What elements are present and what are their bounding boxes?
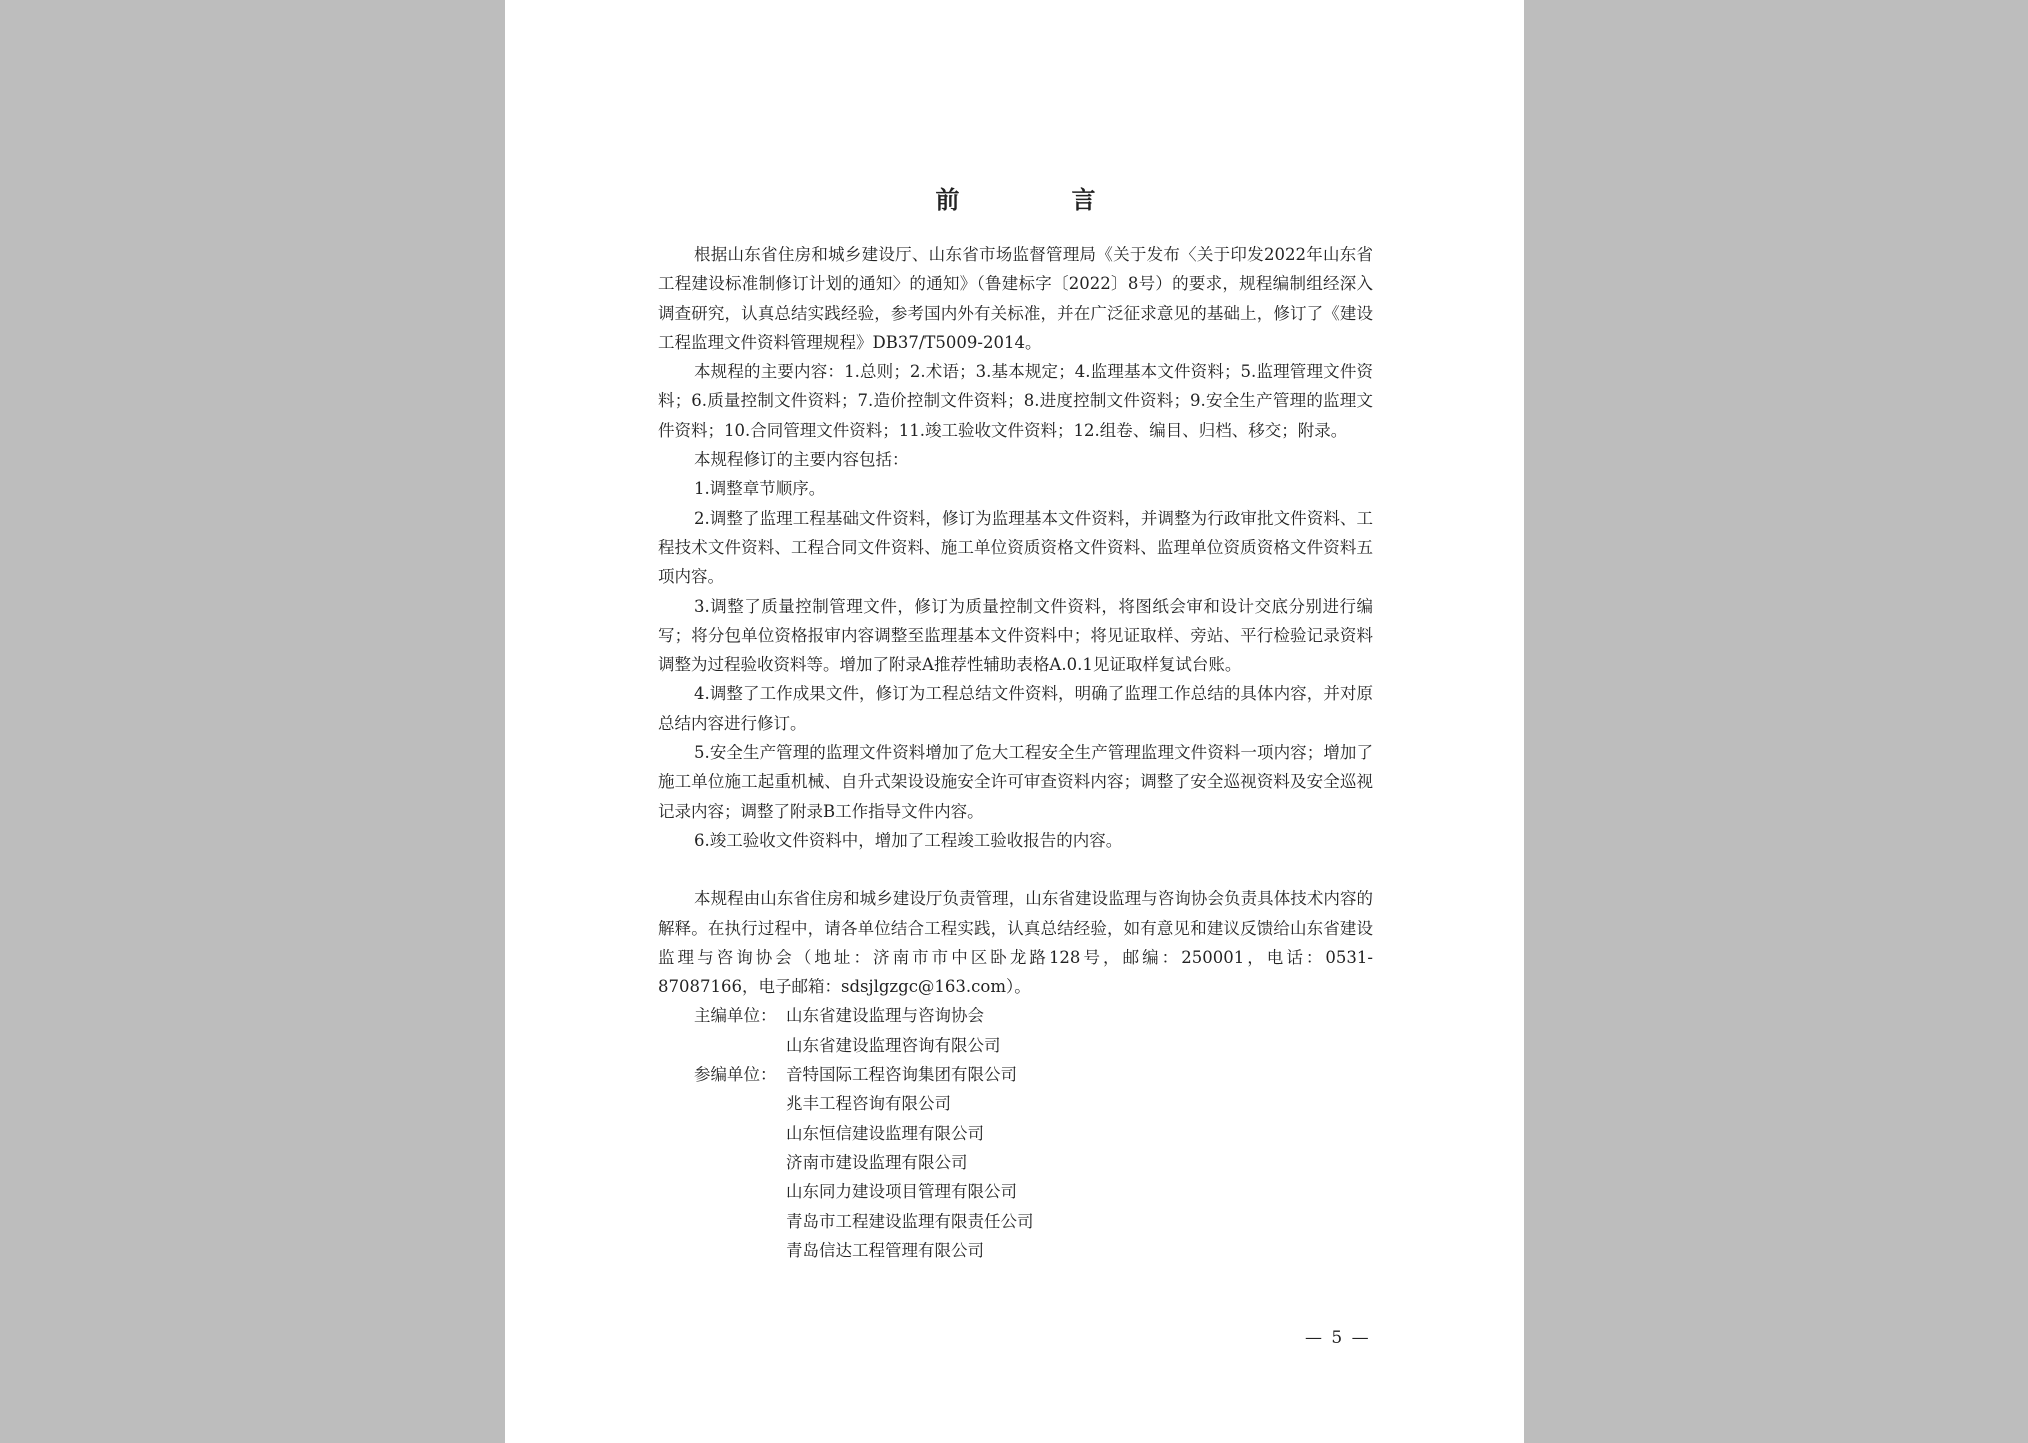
participant-unit: 青岛信达工程管理有限公司 <box>786 1240 984 1260</box>
revision-item-1: 1.调整章节顺序。 <box>694 479 826 499</box>
participant-unit-row <box>658 1207 1373 1236</box>
document-page <box>505 0 1524 1443</box>
participant-unit: 音特国际工程咨询集团有限公司 <box>786 1065 1017 1085</box>
page-title: 前 言 <box>935 185 1140 214</box>
paragraph-main-content: 本规程的主要内容：1.总则；2.术语；3.基本规定；4.监理基本文件资料；5.监理管理文件资料；6.质量控制文件资料；7.造价控制文件资料；8.进度控制文件资料；9.安全生产管理的监理文件资料；10.合同管理文件资料；11.竣工验收文件资料；12.组卷、编目、归档、移交；附录。 <box>658 362 1373 440</box>
revision-item-4: 4.调整了工作成果文件，修订为工程总结文件资料，明确了监理工作总结的具体内容，并对原总结内容进行修订。 <box>658 684 1373 733</box>
page-number: — 5 — <box>1305 1328 1371 1348</box>
paragraph-management: 本规程由山东省住房和城乡建设厅负责管理，山东省建设监理与咨询协会负责具体技术内容的解释。在执行过程中，请各单位结合工程实践，认真总结经验，如有意见和建议反馈给山东省建设监理与咨询协会（地址：济南市市中区卧龙路128号，邮编：250001，电话：0531-87087166，电子邮箱：sdsjlgzgc@163.com）。 <box>658 889 1373 997</box>
chief-unit-row <box>658 1001 1373 1030</box>
chief-unit-label: 主编单位： <box>694 1006 777 1026</box>
chief-unit: 山东省建设监理与咨询协会 <box>786 1006 984 1026</box>
paragraph-basis: 根据山东省住房和城乡建设厅、山东省市场监督管理局《关于发布〈关于印发2022年山东省工程建设标准制修订计划的通知〉的通知》（鲁建标字〔2022〕8号）的要求，规程编制组经深入调查研究，认真总结实践经验，参考国内外有关标准，并在广泛征求意见的基础上，修订了《建设工程监理文件资料管理规程》DB37/T5009-2014。 <box>658 245 1373 352</box>
participant-unit-row <box>658 1119 1373 1148</box>
participant-unit: 济南市建设监理有限公司 <box>786 1152 968 1172</box>
preface-body <box>658 240 1373 1265</box>
participant-unit: 山东恒信建设监理有限公司 <box>786 1123 984 1143</box>
revision-item-2: 2.调整了监理工程基础文件资料，修订为监理基本文件资料，并调整为行政审批文件资料、工程技术文件资料、工程合同文件资料、施工单位资质资格文件资料、监理单位资质资格文件资料五项内容。 <box>658 508 1373 587</box>
participant-unit-row <box>658 1236 1373 1265</box>
participant-unit-label: 参编单位： <box>694 1065 777 1085</box>
participant-unit-row <box>658 1089 1373 1118</box>
participant-unit: 青岛市工程建设监理有限责任公司 <box>786 1211 1034 1231</box>
participant-unit-row <box>658 1060 1373 1089</box>
paragraph-revision-intro: 本规程修订的主要内容包括： <box>694 450 909 470</box>
editing-units <box>658 1001 1373 1265</box>
participant-unit: 山东同力建设项目管理有限公司 <box>786 1182 1017 1202</box>
revision-item-6: 6.竣工验收文件资料中，增加了工程竣工验收报告的内容。 <box>694 830 1123 850</box>
participant-unit: 兆丰工程咨询有限公司 <box>786 1094 951 1114</box>
chief-unit: 山东省建设监理咨询有限公司 <box>786 1035 1001 1055</box>
chief-unit-row <box>658 1031 1373 1060</box>
revision-item-5: 5.安全生产管理的监理文件资料增加了危大工程安全生产管理监理文件资料一项内容；增加了施工单位施工起重机械、自升式架设设施安全许可审查资料内容；调整了安全巡视资料及安全巡视记录内容；调整了附录B工作指导文件内容。 <box>658 743 1373 821</box>
participant-unit-row <box>658 1177 1373 1206</box>
participant-unit-row <box>658 1148 1373 1177</box>
revision-item-3: 3.调整了质量控制管理文件，修订为质量控制文件资料，将图纸会审和设计交底分别进行编写；将分包单位资格报审内容调整至监理基本文件资料中；将见证取样、旁站、平行检验记录资料调整为过程验收资料等。增加了附录A推荐性辅助表格A.0.1见证取样复试台账。 <box>658 596 1373 675</box>
